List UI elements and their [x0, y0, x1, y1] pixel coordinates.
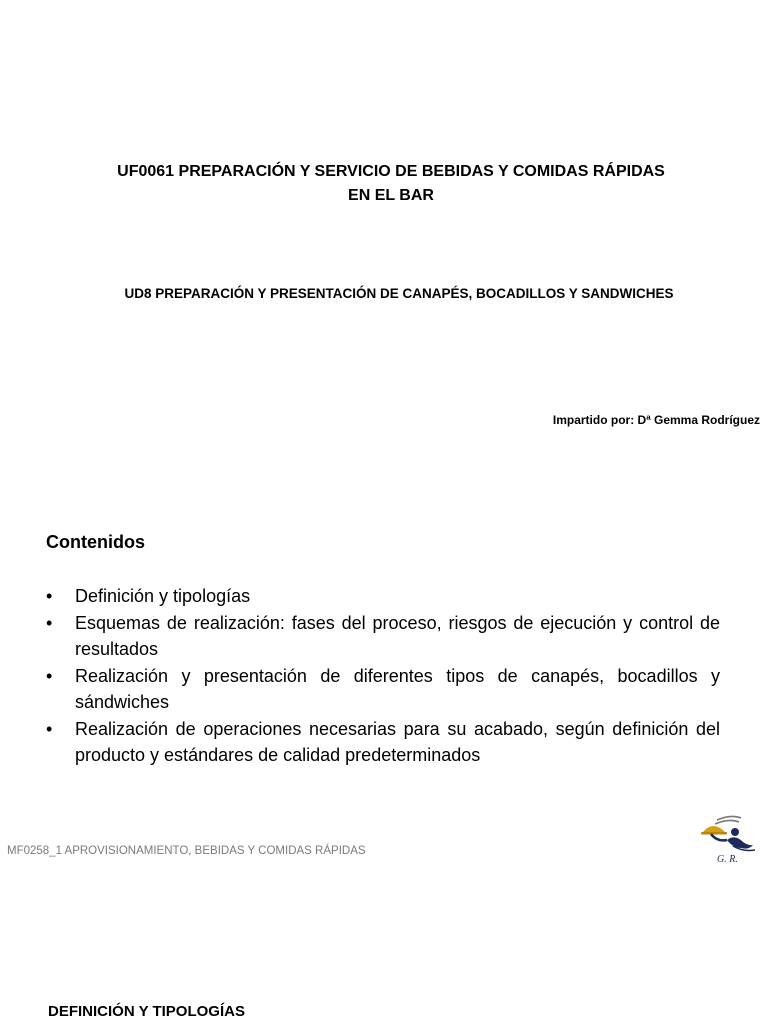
- bullet-icon: •: [46, 718, 53, 739]
- list-item-text: Realización y presentación de diferentes tipos de canapés, bocadillos y sándwiches: [75, 665, 720, 712]
- list-item-text: Realización de operaciones necesarias para su acabado, según definición del producto y estándares de calidad predeterminados: [75, 718, 720, 765]
- logo-initials: G. R.: [717, 854, 738, 865]
- bullet-icon: •: [46, 586, 53, 606]
- list-item: [46, 583, 720, 610]
- list-item: [46, 663, 720, 716]
- contents-list: [46, 583, 720, 769]
- module-footer: MF0258_1 APROVISIONAMIENTO, BEBIDAS Y COMIDAS RÁPIDAS: [7, 845, 366, 857]
- waiter-with-tray-logo: [697, 812, 759, 866]
- instructor-credit: Impartido por: Dª Gemma Rodríguez: [552, 413, 760, 427]
- bullet-icon: •: [46, 665, 53, 686]
- unit-subtitle: UD8 PREPARACIÓN Y PRESENTACIÓN DE CANAPÉS, BOCADILLOS Y SANDWICHES: [124, 286, 674, 301]
- course-title-line-1: UF0061 PREPARACIÓN Y SERVICIO DE BEBIDAS Y COMIDAS RÁPIDAS: [117, 163, 665, 180]
- list-item: [46, 716, 720, 769]
- bullet-icon: •: [46, 612, 53, 633]
- course-title-line-2: EN EL BAR: [348, 187, 434, 204]
- course-title: [40, 160, 742, 208]
- section-heading: DEFINICIÓN Y TIPOLOGÍAS: [48, 1003, 245, 1020]
- list-item: [46, 610, 720, 663]
- contents-heading: Contenidos: [46, 532, 145, 552]
- list-item-text: Definición y tipologías: [75, 586, 251, 606]
- list-item-text: Esquemas de realización: fases del proceso, riesgos de ejecución y control de resultados: [75, 612, 720, 659]
